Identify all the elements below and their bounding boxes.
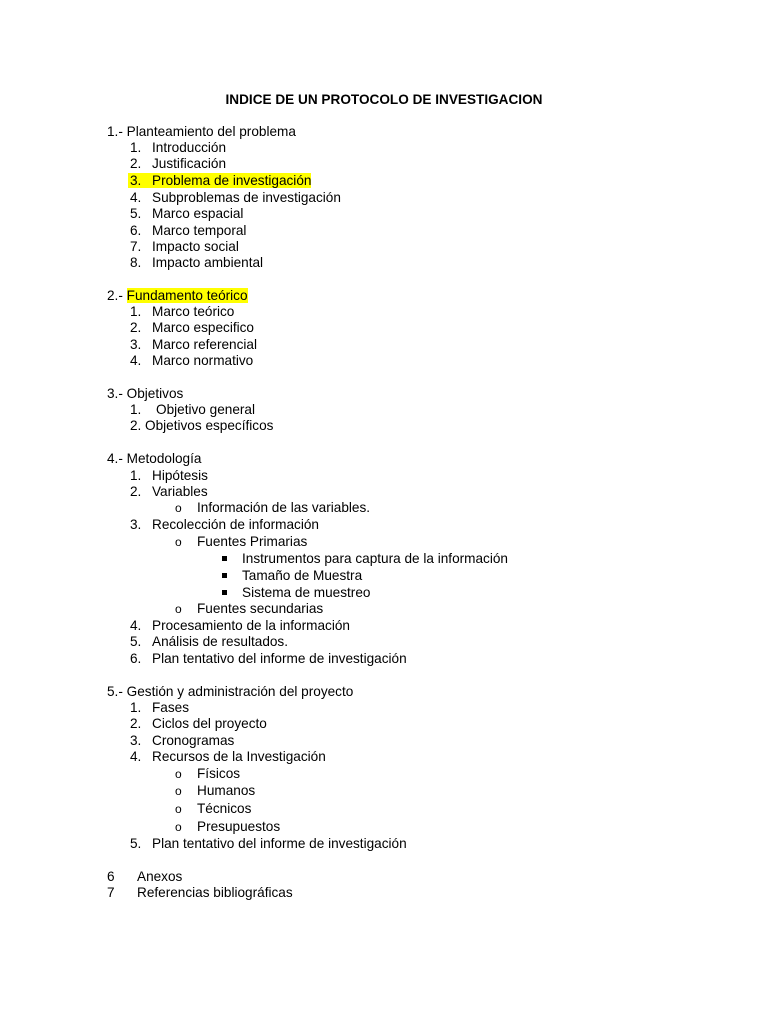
list-item: 2. Ciclos del proyecto [130,716,267,731]
list-item: 3. Marco referencial [130,337,258,352]
sub-sub-list-item: Tamaño de Muestra [222,568,362,584]
sub-list-item: o Físicos [175,766,241,781]
section-2-heading: 2.- Fundamento teórico [107,288,248,303]
sub-list-item: o Fuentes secundarias [175,601,324,616]
list-item: 5. Marco espacial [130,206,244,221]
list-item: 6. Marco temporal [130,223,247,238]
list-item: 5. Plan tentativo del informe de investigación [130,836,407,851]
list-item: 4. Procesamiento de la información [130,618,350,633]
circle-bullet-icon: o [175,784,182,798]
list-item: 7. Impacto social [130,239,239,254]
sub-sub-list-item: Instrumentos para captura de la información [222,551,508,567]
sub-list-item: o Información de las variables. [175,500,371,515]
circle-bullet-icon: o [175,535,182,549]
section-5-heading: 5.- Gestión y administración del proyecto [107,684,354,699]
square-bullet-icon [222,590,227,595]
sub-list-item: o Técnicos [175,801,252,816]
sub-list-item: o Fuentes Primarias [175,534,308,549]
list-item-highlighted: 3. Problema de investigación [130,173,312,188]
list-item: 6. Plan tentativo del informe de investigación [130,651,407,666]
list-item: 4. Marco normativo [130,353,254,368]
list-item: 7 Referencias bibliográficas [107,885,293,900]
sub-list-item: o Presupuestos [175,819,281,834]
circle-bullet-icon: o [175,767,182,781]
list-item: 2. Marco especifico [130,320,254,335]
square-bullet-icon [222,556,227,561]
list-item: 4. Subproblemas de investigación [130,190,341,205]
list-item: 2. Objetivos específicos [130,418,274,433]
circle-bullet-icon: o [175,802,182,816]
list-item: 1. Fases [130,700,190,715]
list-item: 2. Justificación [130,156,227,171]
section-3-heading: 3.- Objetivos [107,386,184,401]
list-item: 1. Objetivo general [130,402,255,417]
list-item: 5. Análisis de resultados. [130,634,289,649]
list-item: 1. Hipótesis [130,468,208,483]
list-item: 2. Variables [130,484,208,499]
sub-list-item: o Humanos [175,783,256,798]
list-item: 3. Recolección de información [130,517,319,532]
section-4-heading: 4.- Metodología [107,451,202,466]
list-item: 4. Recursos de la Investigación [130,749,326,764]
list-item: 6 Anexos [107,869,183,884]
list-item: 1. Marco teórico [130,304,235,319]
section-1-heading: 1.- Planteamiento del problema [107,124,296,139]
sub-sub-list-item: Sistema de muestreo [222,585,370,601]
list-item: 8. Impacto ambiental [130,255,264,270]
square-bullet-icon [222,573,227,578]
list-item: 1. Introducción [130,140,227,155]
document-title: INDICE DE UN PROTOCOLO DE INVESTIGACION [225,92,543,107]
list-item: 3. Cronogramas [130,733,235,748]
circle-bullet-icon: o [175,820,182,834]
circle-bullet-icon: o [175,602,182,616]
circle-bullet-icon: o [175,501,182,515]
